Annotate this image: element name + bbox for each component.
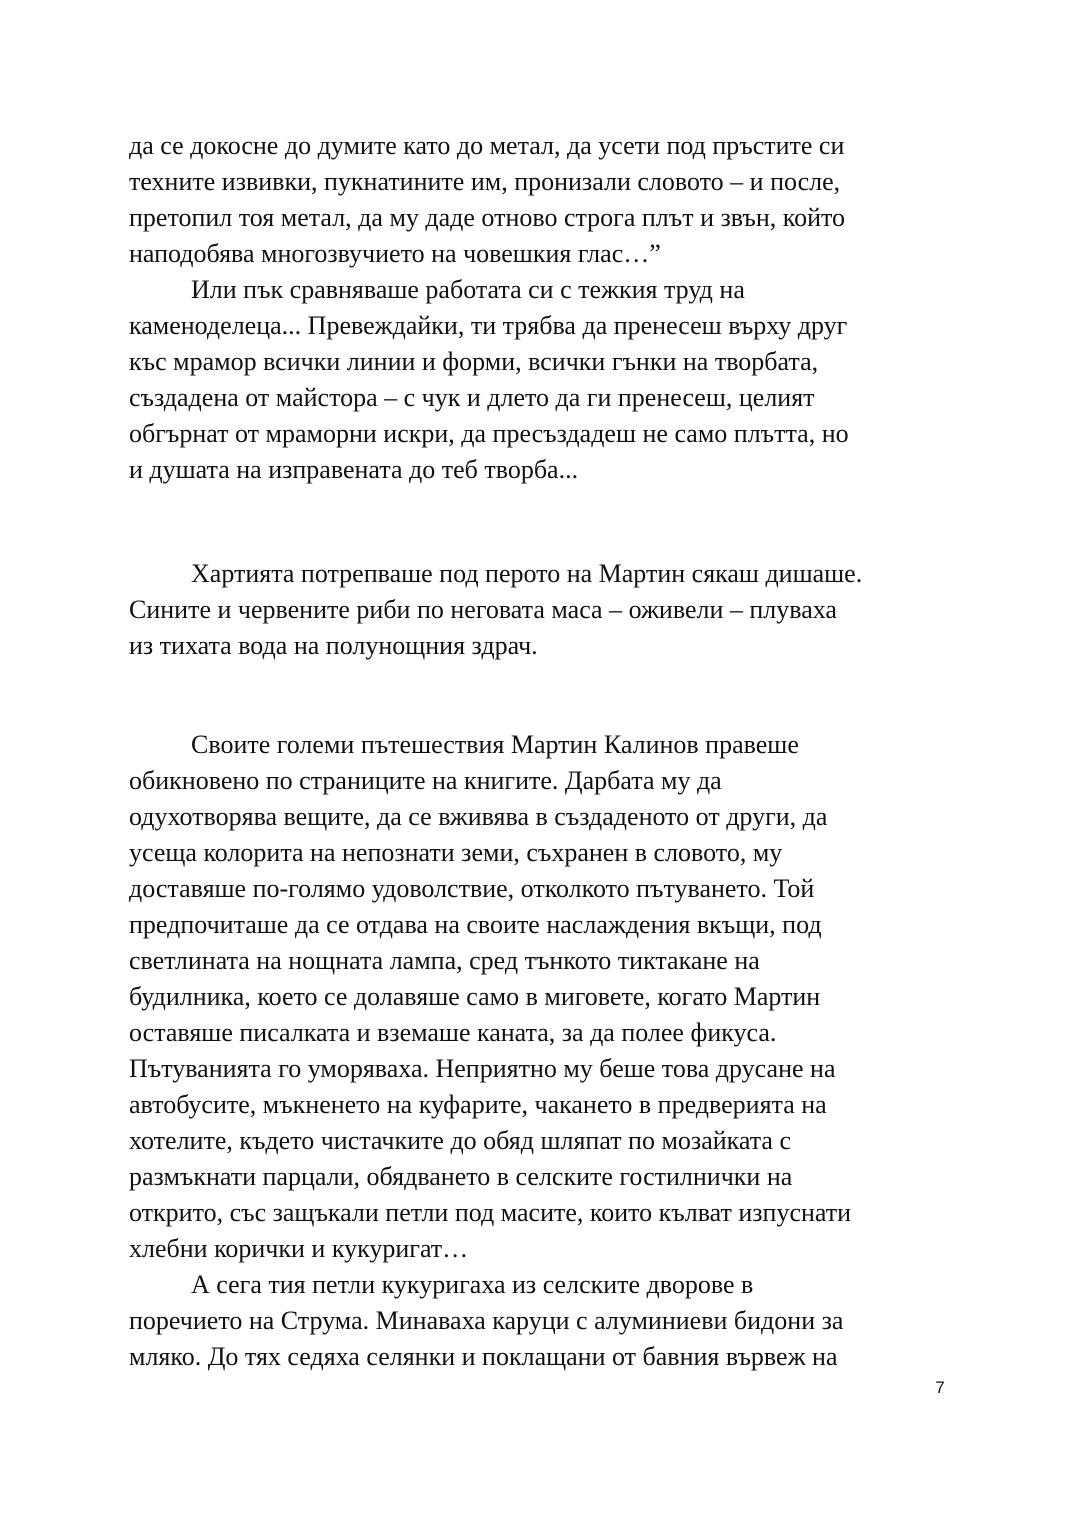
text-line: да се докосне до думите като до метал, да усети под пръстите си: [129, 131, 845, 160]
text-line: Хартията потрепваше под перото на Мартин сякаш дишаше.: [191, 559, 863, 588]
text-line: усеща колорита на непознати земи, съхранен в словото, му: [129, 838, 783, 867]
text-line: будилника, което се долавяше само в миговете, когато Мартин: [129, 982, 821, 1011]
text-line: А сега тия петли кукуригаха из селските дворове в: [191, 1270, 754, 1299]
paragraph-5: [129, 1267, 959, 1375]
text-line: и душата на изправената до теб творба...: [129, 455, 579, 484]
text-line: одухотворява вещите, да се вживява в създаденото от други, да: [129, 802, 828, 831]
text-line: хлебни корички и кукуригат…: [129, 1234, 469, 1263]
text-line: Своите големи пътешествия Мартин Калинов правеше: [191, 730, 799, 759]
text-block-1: [129, 128, 959, 488]
text-line: Пътуванията го уморяваха. Неприятно му беше това друсане на: [129, 1054, 836, 1083]
page-number: 7: [935, 1378, 945, 1397]
paragraph-2: [129, 272, 959, 488]
text-line: създадена от майстора – с чук и длето да ги пренесеш, целият: [129, 383, 815, 412]
text-line: предпочиташе да се отдава на своите наслаждения вкъщи, под: [129, 910, 822, 939]
text-line: обикновено по страниците на книгите. Дарбата му да: [129, 766, 722, 795]
text-line: автобусите, мъкненето на куфарите, чакането в предверията на: [129, 1090, 827, 1119]
text-line: Или пък сравняваше работата си с тежкия труд на: [191, 275, 745, 304]
text-line: из тихата вода на полунощния здрач.: [129, 631, 538, 660]
text-line: открито, със защъкали петли под масите, които кълват изпуснати: [129, 1198, 852, 1227]
text-line: мляко. До тях седяха селянки и поклащани от бавния вървеж на: [129, 1342, 838, 1371]
text-line: техните извивки, пукнатините им, пронизали словото – и после,: [129, 167, 841, 196]
text-block-2: [129, 556, 959, 664]
text-line: хотелите, където чистачките до обяд шляпат по мозайката с: [129, 1126, 792, 1155]
paragraph-3: [129, 556, 959, 664]
text-line: оставяше писалката и вземаше каната, за да полее фикуса.: [129, 1018, 777, 1047]
text-line: къс мрамор всички линии и форми, всички гънки на творбата,: [129, 347, 819, 376]
text-block-3: [129, 727, 959, 1375]
text-line: каменоделеца... Превеждайки, ти трябва да пренесеш върху друг: [129, 311, 848, 340]
text-line: обгърнат от мраморни искри, да пресъздадеш не само плътта, но: [129, 419, 849, 448]
text-line: доставяше по-голямо удоволствие, отколкото пътуването. Той: [129, 874, 815, 903]
text-line: светлината на нощната лампа, сред тънкото тиктакане на: [129, 946, 760, 975]
text-line: претопил тоя метал, да му даде отново строга плът и звън, който: [129, 203, 846, 232]
paragraph-4: [129, 727, 959, 1267]
paragraph-1: [129, 128, 959, 272]
text-line: поречието на Струма. Минаваха каруци с алуминиеви бидони за: [129, 1306, 844, 1335]
text-line: наподобява многозвучието на човешкия глас…”: [129, 239, 661, 268]
text-line: размъкнати парцали, обядването в селските гостилнички на: [129, 1162, 793, 1191]
text-line: Сините и червените риби по неговата маса – оживели – плуваха: [129, 595, 837, 624]
